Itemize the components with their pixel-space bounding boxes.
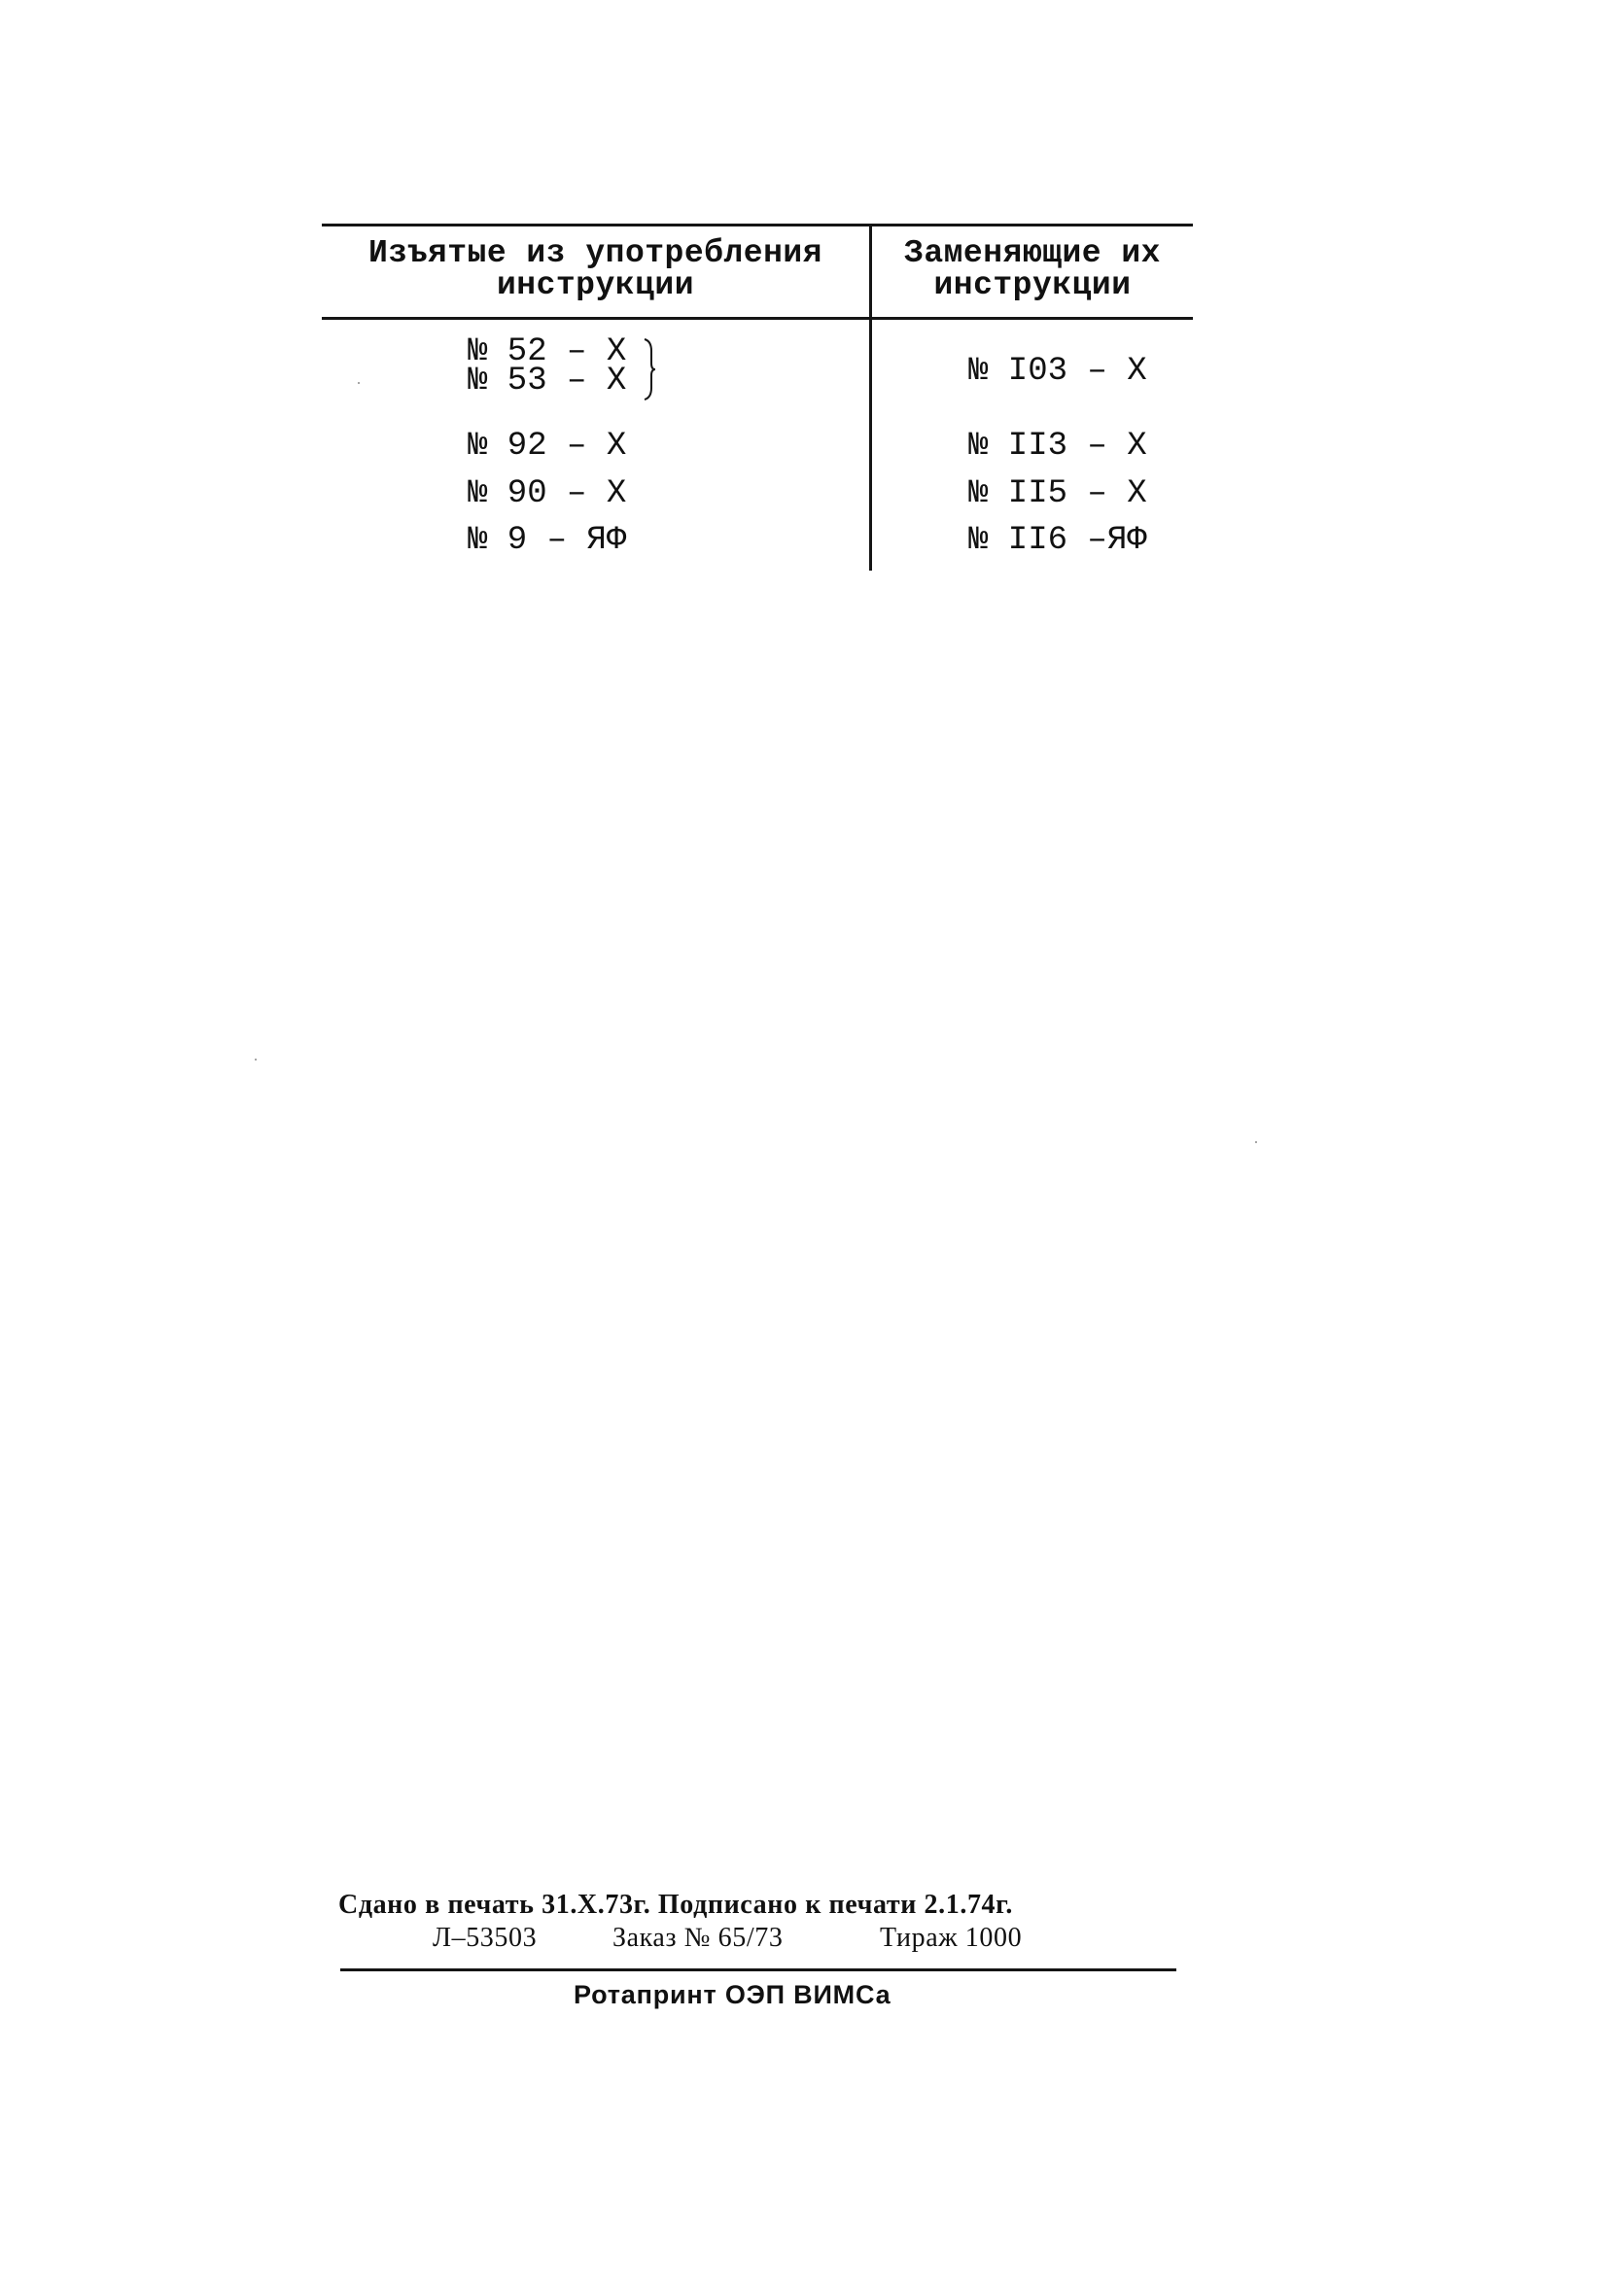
printing-house: Ротапринт ОЭП ВИМСа bbox=[574, 1980, 891, 2009]
replacing-instruction: № II3 – X bbox=[968, 428, 1147, 465]
replacing-instruction: № II6 –ЯФ bbox=[968, 522, 1147, 559]
withdrawn-instruction: № 53 – X bbox=[468, 363, 627, 400]
withdrawn-instruction: № 92 – X bbox=[468, 428, 627, 465]
header-withdrawn-line-2: инструкции bbox=[496, 267, 695, 303]
replacing-instruction: № II5 – X bbox=[968, 475, 1147, 512]
header-withdrawn-instructions bbox=[322, 237, 869, 301]
instructions-replacement-table bbox=[322, 224, 1193, 571]
table-row bbox=[322, 335, 1193, 417]
withdrawn-instruction: № 52 – X bbox=[468, 333, 627, 370]
withdrawn-instruction: № 9 – ЯФ bbox=[468, 522, 627, 559]
scan-speck bbox=[358, 382, 360, 384]
print-dates: Сдано в печать 31.X.73г. Подписано к печати 2.1.74г. bbox=[338, 1890, 1013, 1920]
license-number: Л–53503 bbox=[433, 1923, 538, 1953]
order-number: Заказ № 65/73 bbox=[612, 1923, 784, 1953]
table-header-rule bbox=[322, 317, 1193, 320]
scan-speck bbox=[255, 1059, 257, 1061]
replacing-instruction: № I03 – X bbox=[968, 353, 1147, 390]
print-circulation: Тираж 1000 bbox=[880, 1923, 1023, 1953]
header-replacing-line-2: инструкции bbox=[933, 267, 1132, 303]
table-top-rule bbox=[322, 224, 1193, 226]
header-withdrawn-line-1: Изъятые из употребления bbox=[368, 235, 822, 271]
header-replacing-instructions bbox=[872, 237, 1193, 301]
withdrawn-instruction: № 90 – X bbox=[468, 475, 627, 512]
grouping-brace-icon bbox=[643, 337, 656, 401]
scan-speck bbox=[1255, 1141, 1257, 1143]
header-replacing-line-1: Заменяющие их bbox=[904, 235, 1161, 271]
imprint-divider bbox=[340, 1968, 1176, 1971]
